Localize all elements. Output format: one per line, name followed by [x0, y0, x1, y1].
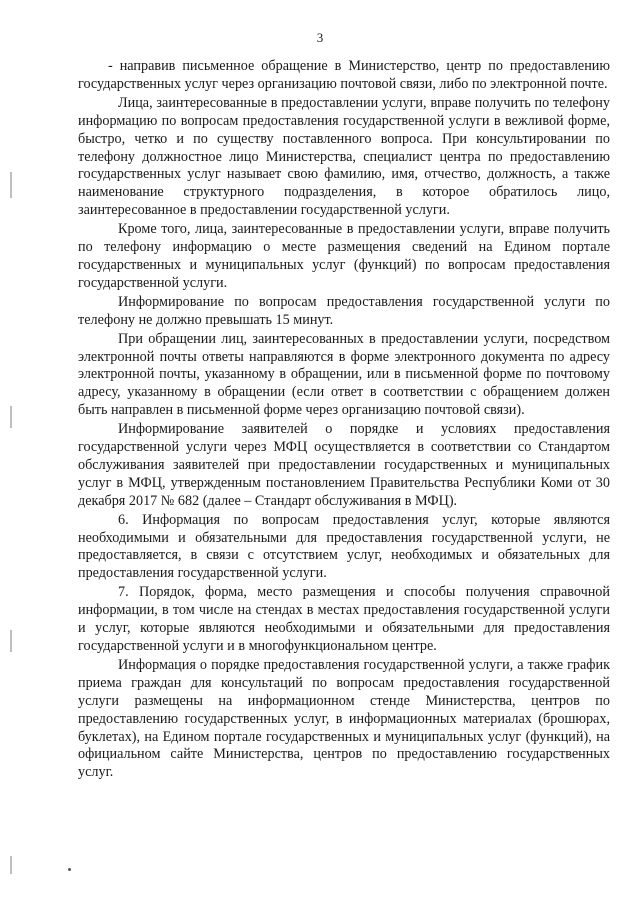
paragraph: Лица, заинтересованные в предоставлении услуги, вправе получить по телефону информацию по вопросам предоставления государственной услуги в вежливой форме, быстро, четко и по существу поставленного вопроса. При консультировании по телефону должностное лицо Министерства, специалист центра по предоставлению государственных услуг называет свою фамилию, имя, отчество, должность, а также наименование структурного подразделения, в которое обратилось лицо, заинтересованное в предоставлении государственной услуги. [78, 94, 610, 219]
scan-artifact [10, 630, 12, 652]
paragraph: Кроме того, лица, заинтересованные в предоставлении услуги, вправе получить по телефону информацию о месте размещения сведений на Едином портале государственных и муниципальных услуг (функций) по вопросам предоставления государственной услуги. [78, 221, 610, 291]
paragraph: Информирование по вопросам предоставления государственной услуги по телефону не должно превышать 15 минут. [78, 293, 610, 328]
scan-dot [68, 868, 71, 871]
scan-artifact [10, 856, 12, 874]
page-number: 3 [316, 30, 324, 45]
scan-artifact [10, 172, 12, 198]
paragraph: 7. Порядок, форма, место размещения и способы получения справочной информации, в том числе на стендах в местах предоставления государственной услуги и услуг, которые являются необходимыми и обязательными для предоставления государственной услуги и в многофункциональном центре. [78, 584, 610, 654]
document-body [78, 58, 610, 783]
paragraph: Информирование заявителей о порядке и условиях предоставления государственной услуги через МФЦ осуществляется в соответствии со Стандартом обслуживания заявителей при предоставлении государственных и муниципальных услуг в МФЦ, утвержденным постановлением Правительства Республики Коми от 30 декабря 2017 № 682 (далее – Стандарт обслуживания в МФЦ). [78, 421, 610, 509]
paragraph: 6. Информация по вопросам предоставления услуг, которые являются необходимыми и обязательными для предоставления государственной услуги, не предоставляется, в связи с отсутствием услуг, необходимых и обязательных для предоставления государственной услуги. [78, 511, 610, 582]
paragraph: Информация о порядке предоставления государственной услуги, а также график приема граждан для консультаций по вопросам предоставления государственной услуги размещены на информационном стенде Министерства, центров по предоставлению государственных услуг, в информационных материалах (брошюрах, буклетах), на Едином портале государственных и муниципальных услуг (функций), на официальном сайте Министерства, центров по предоставлению государственных услуг. [78, 656, 610, 781]
paragraph: - направив письменное обращение в Министерство, центр по предоставлению государственных услуг через организацию почтовой связи, либо по электронной почте. [78, 58, 610, 92]
scan-artifact [10, 406, 12, 428]
paragraph: При обращении лиц, заинтересованных в предоставлении услуги, посредством электронной почты ответы направляются в форме электронного документа по адресу электронной почты, указанному в обращении, или в письменной форме по почтовому адресу, указанному в обращении (если ответ в соответствии с обращением должен быть направлен в письменной форме через организацию почтовой связи). [78, 330, 610, 419]
